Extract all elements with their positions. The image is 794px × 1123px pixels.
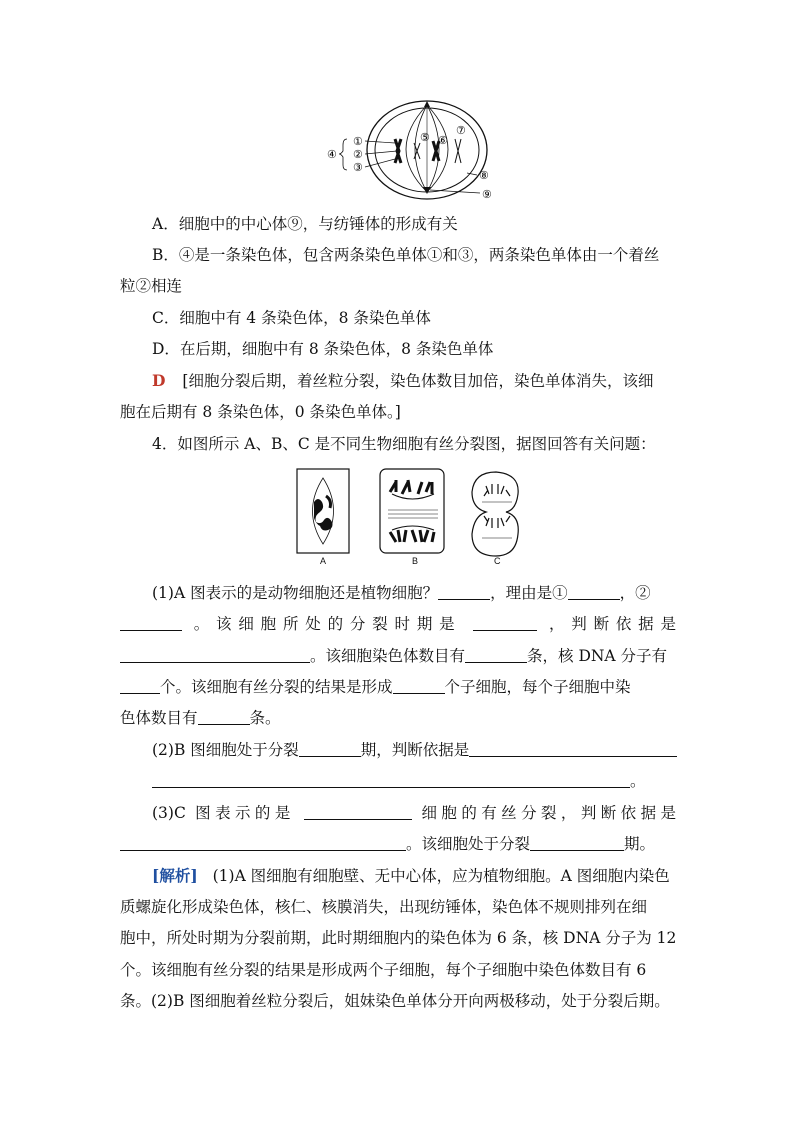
blank-b-basis-1[interactable] xyxy=(469,741,677,757)
q4-p2-text-c: 。 xyxy=(630,772,646,790)
blank-daughter-chromosomes[interactable] xyxy=(198,709,250,725)
q4-p3-text-a: (3)C 图表示的是 xyxy=(152,804,295,822)
q4-p3-line2 xyxy=(120,834,676,854)
analysis-line5: 条。(2)B 图细胞着丝粒分裂后，姐妹染色单体分开向两极移动，处于分裂后期。 xyxy=(120,992,670,1010)
fig-label-c: C xyxy=(494,556,501,566)
blank-c-phase[interactable] xyxy=(530,835,624,851)
blank-dna-count[interactable] xyxy=(120,678,160,694)
fig-label-1: ① xyxy=(353,135,363,148)
q3-option-b-line1: B．④是一条染色体，包含两条染色单体①和③，两条染色单体由一个着丝 xyxy=(152,246,660,264)
fig-label-6: ⑥ xyxy=(438,134,448,147)
q3-option-d: D．在后期，细胞中有 8 条染色体，8 条染色单体 xyxy=(152,340,494,358)
q4-p1-line5 xyxy=(120,708,676,728)
fig-label-a: A xyxy=(320,556,327,566)
q4-p1-line1 xyxy=(152,583,676,603)
fig-label-8: ⑧ xyxy=(479,169,489,182)
q4-p1-text-e: ，判断依据是 xyxy=(548,615,676,633)
q4-p1-line4 xyxy=(120,677,676,697)
blank-c-cell-type[interactable] xyxy=(304,804,412,820)
q4-p3-text-b: 细胞的有丝分裂，判断依据是 xyxy=(421,804,677,822)
analysis-line1 xyxy=(152,866,676,886)
blank-cell-type[interactable] xyxy=(438,584,490,600)
fig-label-5: ⑤ xyxy=(420,131,430,144)
q4-p3-text-d: 期。 xyxy=(624,835,656,853)
blank-phase[interactable] xyxy=(473,615,537,631)
q4-stem: 4．如图所示 A、B、C 是不同生物细胞有丝分裂图，据图回答有关问题： xyxy=(152,435,656,453)
blank-chromosome-count[interactable] xyxy=(465,647,527,663)
fig-label-2: ② xyxy=(353,148,363,161)
q3-answer: D xyxy=(152,371,166,390)
cell-b xyxy=(380,469,444,553)
q4-p1-text-f: 。该细胞染色体数目有 xyxy=(310,647,466,665)
q4-p1-text-c: ，② xyxy=(619,584,651,602)
q4-p2-line2 xyxy=(152,771,676,791)
analysis-line3: 胞中，所处时期为分裂前期，此时期细胞内的染色体为 6 条，核 DNA 分子为 12 xyxy=(120,929,677,947)
blank-b-phase[interactable] xyxy=(299,741,361,757)
q4-p1-text-d: 。该细胞所处的分裂时期是 xyxy=(193,615,462,633)
q3-explain-2: 胞在后期有 8 条染色体，0 条染色单体。] xyxy=(120,403,401,421)
blank-b-basis-2[interactable] xyxy=(152,772,630,788)
q3-answer-line xyxy=(152,371,676,391)
q3-option-c: C．细胞中有 4 条染色体，8 条染色单体 xyxy=(152,309,431,327)
q4-p1-line2 xyxy=(120,614,676,634)
fig-label-7: ⑦ xyxy=(456,124,466,137)
q3-option-b-line2: 粒②相连 xyxy=(120,277,183,295)
q4-p1-text-a: (1)A 图表示的是动物细胞还是植物细胞？ xyxy=(152,584,439,602)
blank-daughter-count[interactable] xyxy=(393,678,445,694)
blank-c-basis[interactable] xyxy=(120,835,406,851)
q4-p2-text-b: 期，判断依据是 xyxy=(360,741,470,759)
blank-reason-2[interactable] xyxy=(120,615,182,631)
fig-label-b: B xyxy=(412,556,419,566)
q3-explain-1: [细胞分裂后期，着丝粒分裂，染色体数目加倍，染色单体消失，该细 xyxy=(182,372,654,390)
q4-p2-text-a: (2)B 图细胞处于分裂 xyxy=(152,741,299,759)
analysis-tag: [解析] xyxy=(152,866,198,885)
blank-reason-1[interactable] xyxy=(568,584,620,600)
q4-p1-text-j: 色体数目有 xyxy=(120,709,198,727)
q4-p1-text-k: 条。 xyxy=(249,709,281,727)
q4-p1-text-i: 个子细胞，每个子细胞中染 xyxy=(444,678,631,696)
q4-p1-text-h: 个。该细胞有丝分裂的结果是形成 xyxy=(160,678,393,696)
analysis-text-1: (1)A 图细胞有细胞壁、无中心体，应为植物细胞。A 图细胞内染色 xyxy=(212,867,670,885)
q4-p1-text-b: ，理由是① xyxy=(490,584,568,602)
mitosis-figures xyxy=(292,464,524,574)
q3-option-a: A．细胞中的中心体⑨，与纺锤体的形成有关 xyxy=(152,215,458,233)
analysis-line4: 个。该细胞有丝分裂的结果是形成两个子细胞，每个子细胞中染色体数目有 6 xyxy=(120,961,647,979)
fig-label-9: ⑨ xyxy=(482,188,492,201)
cell-c xyxy=(472,472,518,556)
q4-p1-line3 xyxy=(120,646,676,666)
q4-p2-line1 xyxy=(152,740,676,760)
fig-label-3: ③ xyxy=(353,161,363,174)
q4-p1-text-g: 条，核 DNA 分子有 xyxy=(527,647,668,665)
cell-division-figure xyxy=(325,95,505,207)
blank-basis[interactable] xyxy=(120,647,310,663)
q4-p3-line1 xyxy=(152,803,676,823)
analysis-line2: 质螺旋化形成染色体，核仁、核膜消失，出现纺锤体，染色体不规则排列在细 xyxy=(120,898,648,916)
cell-a xyxy=(297,469,349,553)
q4-p3-text-c: 。该细胞处于分裂 xyxy=(406,835,531,853)
fig-label-4: ④ xyxy=(327,148,337,161)
